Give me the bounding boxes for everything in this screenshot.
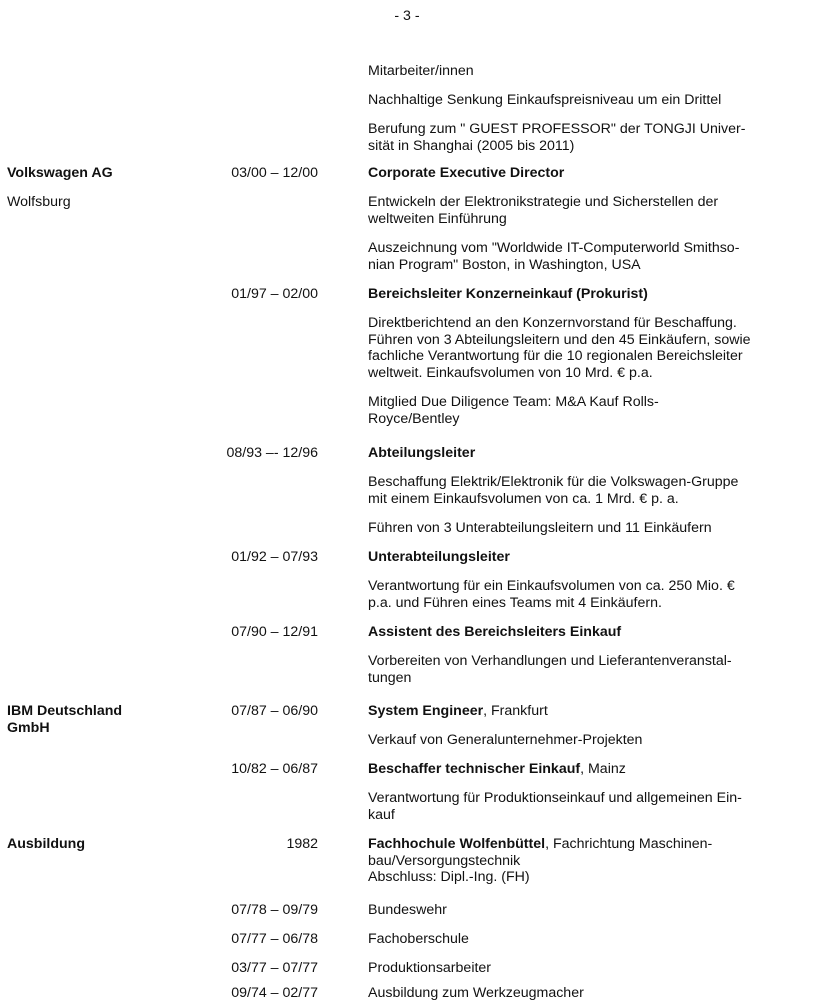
education-entry: Produktionsarbeiter [368,960,492,976]
position-title: Bereichsleiter Konzerneinkauf (Prokurist) [368,286,648,302]
description: Verantwortung für ein Einkaufsvolumen von ca. 250 Mio. € p.a. und Führen eines Teams mit 4 Einkäufern. [368,578,735,611]
date-range: 07/87 – 06/90 [231,703,318,719]
date-range: 08/93 –- 12/96 [226,445,318,461]
description: Mitglied Due Diligence Team: M&A Kauf Rolls- Royce/Bentley [368,394,659,427]
position-title: Beschaffer technischer Einkauf, Mainz [368,761,626,777]
employer-name: IBM Deutschland GmbH [7,703,123,736]
date-range: 1982 [286,836,318,852]
education-entry: Fachoberschule [368,931,469,947]
position-title: Assistent des Bereichsleiters Einkauf [368,624,622,640]
intro-line: Nachhaltige Senkung Einkaufspreisniveau um ein Drittel [368,92,722,108]
description: Entwickeln der Elektronikstrategie und Sicherstellen der weltweiten Einführung [368,194,719,227]
date-range: 01/97 – 02/00 [231,286,318,302]
education-entry: Fachhochule Wolfenbüttel, Fachrichtung Maschinen- bau/Versorgungstechnik Abschluss: Dipl.-Ing. (FH) [368,836,713,885]
date-range: 10/82 – 06/87 [231,761,318,777]
education-entry: Bundeswehr [368,902,447,918]
description: Verantwortung für Produktionseinkauf und allgemeinen Ein- kauf [368,790,742,823]
description: Führen von 3 Unterabteilungsleitern und 11 Einkäufern [368,520,712,536]
employer-location: Wolfsburg [7,194,71,210]
description: Vorbereiten von Verhandlungen und Lieferantenveranstal- tungen [368,653,732,686]
date-range: 07/78 – 09/79 [231,902,318,918]
description: Auszeichnung vom "Worldwide IT-Computerworld Smithso- nian Program" Boston, in Washington, USA [368,240,740,273]
date-range: 07/90 – 12/91 [231,624,318,640]
date-range: 01/92 – 07/93 [231,549,318,565]
position-title: Abteilungsleiter [368,445,476,461]
position-title: Unterabteilungsleiter [368,549,510,565]
section-heading: Ausbildung [7,836,86,852]
intro-line: Berufung zum " GUEST PROFESSOR" der TONGJI Univer- sität in Shanghai (2005 bis 2011) [368,121,746,154]
description: Verkauf von Generalunternehmer-Projekten [368,732,643,748]
employer-name: Volkswagen AG [7,165,113,181]
intro-line: Mitarbeiter/innen [368,63,474,79]
position-title: Corporate Executive Director [368,165,565,181]
page-number: - 3 - [394,8,420,24]
education-entry: Ausbildung zum Werkzeugmacher [368,985,584,1001]
description: Direktberichtend an den Konzernvorstand für Beschaffung. Führen von 3 Abteilungsleitern und den 45 Einkäufern, sowie fachliche Verantwortung für die 10 regionalen Bereichsleiter weltweit. Einkaufsvolumen von 10 Mrd. € p.a. [368,315,751,381]
date-range: 03/77 – 07/77 [231,960,318,976]
position-title: System Engineer, Frankfurt [368,703,548,719]
description: Beschaffung Elektrik/Elektronik für die Volkswagen-Gruppe mit einem Einkaufsvolumen von ca. 1 Mrd. € p. a. [368,474,739,507]
date-range: 09/74 – 02/77 [231,985,318,1001]
date-range: 07/77 – 06/78 [231,931,318,947]
date-range: 03/00 – 12/00 [231,165,318,181]
